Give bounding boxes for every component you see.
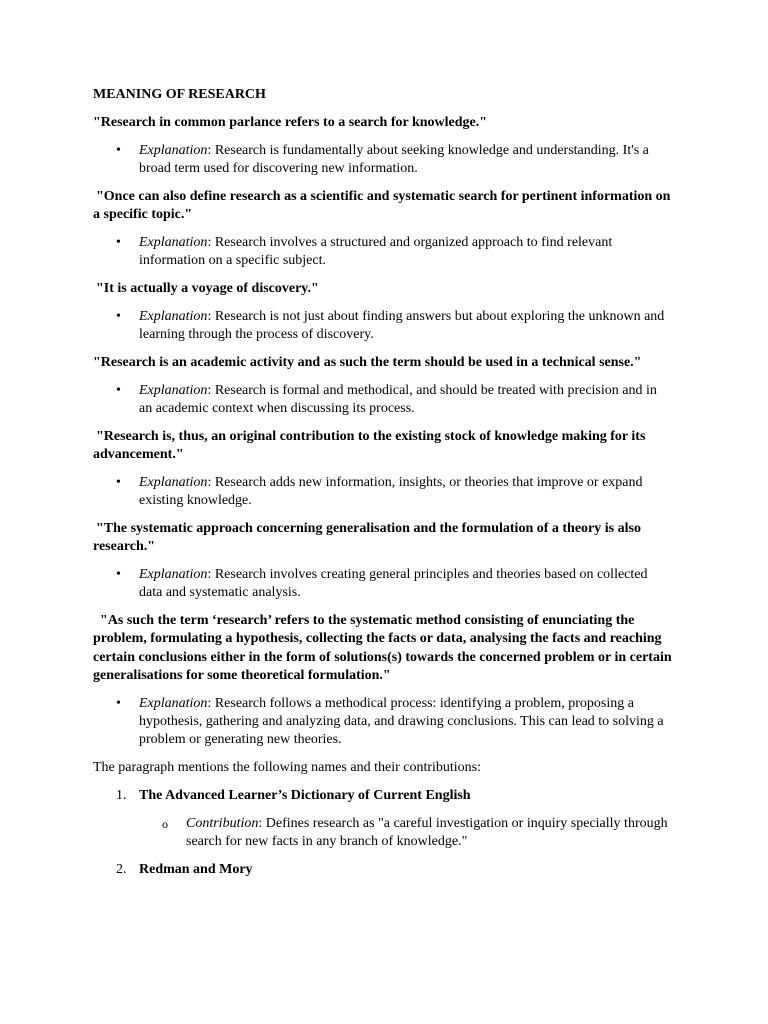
explanation-label: Explanation <box>139 695 208 711</box>
definition-quote: "It is actually a voyage of discovery." <box>96 280 319 296</box>
explanation-list <box>93 308 673 345</box>
explanation-label: Explanation <box>139 308 208 324</box>
explanation-text: : Research is formal and methodical, and should be treated with precision and in an academic context when discussing its process. <box>139 382 657 416</box>
explanation-text: : Research involves creating general principles and theories based on collected data and systematic analysis. <box>139 566 648 601</box>
explanation-label: Explanation <box>139 142 208 158</box>
document-heading: MEANING OF RESEARCH <box>93 87 266 102</box>
contribution-list <box>139 815 673 852</box>
definition-quote: "Once can also define research as a scientific and systematic search for pertinent information on a specific topic." <box>93 188 671 222</box>
explanation-text: : Research involves a structured and organized approach to find relevant information on a specific subject. <box>139 234 613 269</box>
explanation-item <box>139 695 673 750</box>
definition-quote: "Research is an academic activity and as such the term should be used in a technical sense." <box>93 354 642 370</box>
name-item <box>116 861 673 879</box>
definition-quote: "Research is, thus, an original contribution to the existing stock of knowledge making for its advancement." <box>93 428 646 462</box>
explanation-text: : Research is not just about finding answers but about exploring the unknown and learning through the process of discovery. <box>139 308 665 342</box>
explanation-list <box>93 382 673 419</box>
explanation-label: Explanation <box>139 234 208 250</box>
contribution-item <box>186 815 673 852</box>
definition-quote: "The systematic approach concerning generalisation and the formulation of a theory is also research." <box>93 520 641 555</box>
explanation-list <box>93 474 673 511</box>
contribution-label: Contribution <box>186 815 259 831</box>
definition-quote: "As such the term ‘research’ refers to the systematic method consisting of enunciating the problem, formulating a hypothesis, collecting the facts or data, analysing the facts and reaching certain conclusions either in the form of solutions(s) towards the concerned problem or in certain generalisations for some theoretical formulation." <box>93 613 672 683</box>
explanation-item <box>139 142 673 179</box>
explanation-list <box>93 695 673 750</box>
explanation-text: : Research adds new information, insights, or theories that improve or expand existing knowledge. <box>139 474 643 509</box>
names-list <box>93 787 673 879</box>
explanation-text: : Research is fundamentally about seeking knowledge and understanding. It's a broad term used for discovering new information. <box>139 142 649 176</box>
item-number: 2. <box>116 861 127 877</box>
explanation-list <box>93 566 673 603</box>
explanation-list <box>93 234 673 271</box>
explanation-item <box>139 234 673 271</box>
explanation-list <box>93 142 673 179</box>
explanation-item <box>139 308 673 345</box>
explanation-label: Explanation <box>139 382 208 398</box>
explanation-item <box>139 474 673 511</box>
document-page <box>93 86 673 889</box>
explanation-item <box>139 382 673 419</box>
explanation-item <box>139 566 673 603</box>
item-number: 1. <box>116 787 127 803</box>
explanation-label: Explanation <box>139 474 208 490</box>
name-item <box>116 787 673 851</box>
contribution-text: : Defines research as "a careful investigation or inquiry specially through search for new facts in any branch of knowledge." <box>186 815 668 849</box>
definition-quote: "Research in common parlance refers to a search for knowledge." <box>93 114 488 130</box>
explanation-text: : Research follows a methodical process: identifying a problem, proposing a hypothesis, gathering and analyzing data, and drawing conclusions. This can lead to solving a problem or generating new theories. <box>139 695 664 748</box>
contributor-name: The Advanced Learner’s Dictionary of Current English <box>139 787 471 803</box>
names-intro: The paragraph mentions the following names and their contributions: <box>93 760 482 776</box>
explanation-label: Explanation <box>139 566 208 582</box>
contributor-name: Redman and Mory <box>139 861 253 877</box>
